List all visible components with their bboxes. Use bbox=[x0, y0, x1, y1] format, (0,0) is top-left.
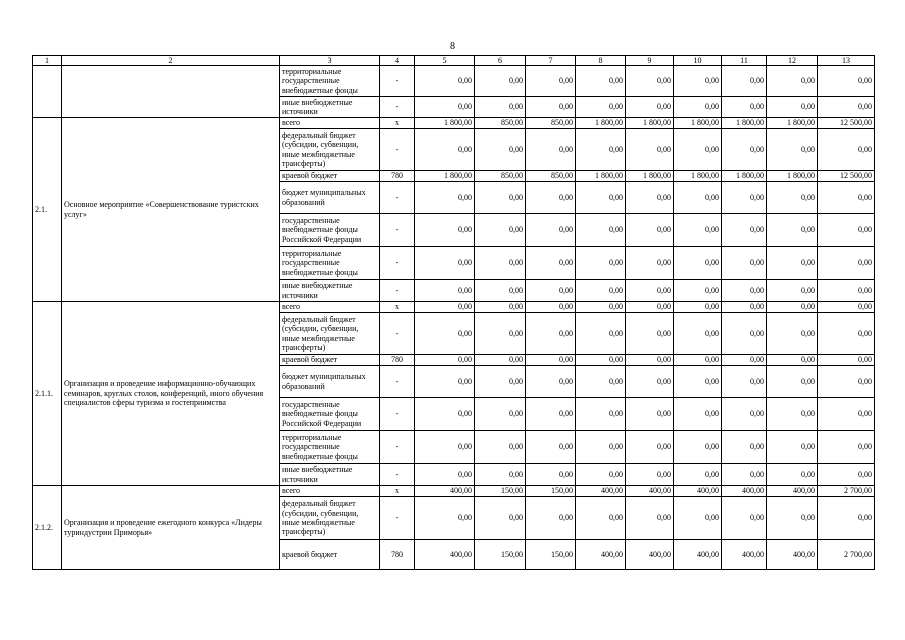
value-cell: 0,00 bbox=[818, 355, 875, 366]
value-cell: 1 800,00 bbox=[576, 118, 626, 129]
value-cell: 0,00 bbox=[767, 182, 818, 214]
funding-source: иные внебюджетные источники bbox=[280, 97, 380, 118]
value-cell: 400,00 bbox=[674, 486, 722, 497]
funding-source: федеральный бюджет (субсидии, субвенции, иные межбюджетные трансферты) bbox=[280, 497, 380, 540]
value-cell: 0,00 bbox=[576, 129, 626, 171]
table-row bbox=[33, 118, 875, 129]
value-cell: 400,00 bbox=[626, 486, 674, 497]
page-number: 8 bbox=[450, 41, 455, 52]
value-cell: 0,00 bbox=[767, 431, 818, 464]
value-cell: 0,00 bbox=[576, 66, 626, 97]
value-cell: 0,00 bbox=[818, 182, 875, 214]
value-cell: 0,00 bbox=[767, 129, 818, 171]
value-cell: 0,00 bbox=[526, 497, 576, 540]
value-cell: 0,00 bbox=[818, 66, 875, 97]
value-cell: 850,00 bbox=[475, 118, 526, 129]
value-cell: 1 800,00 bbox=[767, 171, 818, 182]
item-code: 2.1. bbox=[33, 118, 62, 302]
value-cell: 850,00 bbox=[526, 171, 576, 182]
funding-source: всего bbox=[280, 486, 380, 497]
header-cell: 3 bbox=[280, 56, 380, 66]
header-cell: 6 bbox=[475, 56, 526, 66]
value-cell: 0,00 bbox=[674, 464, 722, 486]
value-cell: 0,00 bbox=[576, 366, 626, 398]
value-cell: 0,00 bbox=[767, 97, 818, 118]
value-cell: 0,00 bbox=[722, 129, 767, 171]
value-cell: 0,00 bbox=[576, 355, 626, 366]
grbs-code: - bbox=[380, 431, 415, 464]
value-cell: 150,00 bbox=[526, 540, 576, 570]
value-cell: 0,00 bbox=[526, 355, 576, 366]
value-cell: 0,00 bbox=[722, 497, 767, 540]
value-cell: 0,00 bbox=[767, 280, 818, 302]
value-cell: 0,00 bbox=[415, 280, 475, 302]
table-row bbox=[33, 302, 875, 313]
value-cell: 0,00 bbox=[475, 464, 526, 486]
value-cell: 1 800,00 bbox=[674, 118, 722, 129]
funding-source: территориальные государственные внебюджетные фонды bbox=[280, 247, 380, 280]
value-cell: 0,00 bbox=[674, 302, 722, 313]
value-cell: 0,00 bbox=[626, 302, 674, 313]
item-code bbox=[33, 66, 62, 118]
value-cell: 0,00 bbox=[526, 247, 576, 280]
value-cell: 0,00 bbox=[674, 97, 722, 118]
value-cell: 0,00 bbox=[818, 247, 875, 280]
value-cell: 0,00 bbox=[818, 280, 875, 302]
value-cell: 0,00 bbox=[475, 214, 526, 247]
value-cell: 0,00 bbox=[475, 97, 526, 118]
value-cell: 0,00 bbox=[626, 398, 674, 431]
value-cell: 0,00 bbox=[818, 313, 875, 355]
value-cell: 400,00 bbox=[674, 540, 722, 570]
value-cell: 0,00 bbox=[475, 247, 526, 280]
value-cell: 0,00 bbox=[626, 366, 674, 398]
value-cell: 0,00 bbox=[818, 366, 875, 398]
value-cell: 0,00 bbox=[674, 398, 722, 431]
value-cell: 0,00 bbox=[674, 431, 722, 464]
header-cell: 12 bbox=[767, 56, 818, 66]
value-cell: 1 800,00 bbox=[626, 118, 674, 129]
header-cell: 4 bbox=[380, 56, 415, 66]
value-cell: 0,00 bbox=[415, 398, 475, 431]
header-cell: 11 bbox=[722, 56, 767, 66]
value-cell: 0,00 bbox=[722, 247, 767, 280]
value-cell: 0,00 bbox=[415, 497, 475, 540]
value-cell: 0,00 bbox=[674, 66, 722, 97]
grbs-code: 780 bbox=[380, 355, 415, 366]
value-cell: 0,00 bbox=[722, 398, 767, 431]
value-cell: 2 700,00 bbox=[818, 486, 875, 497]
value-cell: 0,00 bbox=[415, 302, 475, 313]
value-cell: 0,00 bbox=[626, 66, 674, 97]
value-cell: 12 500,00 bbox=[818, 171, 875, 182]
value-cell: 0,00 bbox=[626, 97, 674, 118]
value-cell: 0,00 bbox=[722, 355, 767, 366]
value-cell: 400,00 bbox=[415, 540, 475, 570]
grbs-code: - bbox=[380, 182, 415, 214]
value-cell: 400,00 bbox=[722, 540, 767, 570]
value-cell: 400,00 bbox=[576, 486, 626, 497]
header-cell: 10 bbox=[674, 56, 722, 66]
value-cell: 0,00 bbox=[576, 247, 626, 280]
value-cell: 0,00 bbox=[576, 280, 626, 302]
value-cell: 0,00 bbox=[767, 66, 818, 97]
value-cell: 0,00 bbox=[415, 355, 475, 366]
value-cell: 0,00 bbox=[818, 431, 875, 464]
grbs-code: - bbox=[380, 464, 415, 486]
value-cell: 400,00 bbox=[626, 540, 674, 570]
value-cell: 0,00 bbox=[475, 366, 526, 398]
value-cell: 0,00 bbox=[674, 313, 722, 355]
item-code: 2.1.2. bbox=[33, 486, 62, 570]
value-cell: 0,00 bbox=[767, 355, 818, 366]
value-cell: 0,00 bbox=[818, 214, 875, 247]
header-cell: 9 bbox=[626, 56, 674, 66]
value-cell: 0,00 bbox=[818, 464, 875, 486]
value-cell: 0,00 bbox=[576, 464, 626, 486]
funding-source: всего bbox=[280, 302, 380, 313]
value-cell: 0,00 bbox=[526, 182, 576, 214]
value-cell: 0,00 bbox=[526, 66, 576, 97]
value-cell: 0,00 bbox=[626, 247, 674, 280]
value-cell: 0,00 bbox=[674, 214, 722, 247]
funding-source: краевой бюджет bbox=[280, 355, 380, 366]
value-cell: 0,00 bbox=[576, 398, 626, 431]
value-cell: 0,00 bbox=[722, 464, 767, 486]
value-cell: 400,00 bbox=[415, 486, 475, 497]
value-cell: 0,00 bbox=[415, 431, 475, 464]
value-cell: 1 800,00 bbox=[722, 171, 767, 182]
value-cell: 0,00 bbox=[526, 464, 576, 486]
value-cell: 12 500,00 bbox=[818, 118, 875, 129]
grbs-code: x bbox=[380, 118, 415, 129]
value-cell: 0,00 bbox=[475, 182, 526, 214]
value-cell: 0,00 bbox=[626, 214, 674, 247]
value-cell: 0,00 bbox=[767, 398, 818, 431]
value-cell: 0,00 bbox=[526, 97, 576, 118]
value-cell: 0,00 bbox=[475, 398, 526, 431]
value-cell: 400,00 bbox=[576, 540, 626, 570]
value-cell: 0,00 bbox=[767, 464, 818, 486]
grbs-code: - bbox=[380, 66, 415, 97]
value-cell: 0,00 bbox=[415, 214, 475, 247]
value-cell: 0,00 bbox=[475, 431, 526, 464]
value-cell: 0,00 bbox=[576, 497, 626, 540]
value-cell: 1 800,00 bbox=[415, 171, 475, 182]
funding-source: краевой бюджет bbox=[280, 540, 380, 570]
funding-source: иные внебюджетные источники bbox=[280, 280, 380, 302]
funding-source: иные внебюджетные источники bbox=[280, 464, 380, 486]
grbs-code: x bbox=[380, 486, 415, 497]
value-cell: 0,00 bbox=[818, 497, 875, 540]
value-cell: 850,00 bbox=[475, 171, 526, 182]
value-cell: 150,00 bbox=[475, 486, 526, 497]
value-cell: 0,00 bbox=[526, 431, 576, 464]
funding-source: бюджет муниципальных образований bbox=[280, 182, 380, 214]
funding-source: государственные внебюджетные фонды Российской Федерации bbox=[280, 214, 380, 247]
value-cell: 150,00 bbox=[475, 540, 526, 570]
header-cell: 5 bbox=[415, 56, 475, 66]
funding-source: государственные внебюджетные фонды Российской Федерации bbox=[280, 398, 380, 431]
value-cell: 2 700,00 bbox=[818, 540, 875, 570]
grbs-code: 780 bbox=[380, 171, 415, 182]
value-cell: 0,00 bbox=[674, 280, 722, 302]
value-cell: 0,00 bbox=[818, 398, 875, 431]
value-cell: 0,00 bbox=[526, 280, 576, 302]
table-body bbox=[33, 56, 875, 570]
funding-source: федеральный бюджет (субсидии, субвенции, иные межбюджетные трансферты) bbox=[280, 313, 380, 355]
value-cell: 0,00 bbox=[722, 366, 767, 398]
value-cell: 0,00 bbox=[818, 302, 875, 313]
value-cell: 0,00 bbox=[674, 366, 722, 398]
value-cell: 1 800,00 bbox=[722, 118, 767, 129]
value-cell: 0,00 bbox=[526, 366, 576, 398]
value-cell: 0,00 bbox=[576, 431, 626, 464]
value-cell: 0,00 bbox=[722, 302, 767, 313]
value-cell: 0,00 bbox=[722, 214, 767, 247]
value-cell: 0,00 bbox=[674, 355, 722, 366]
value-cell: 0,00 bbox=[526, 129, 576, 171]
value-cell: 150,00 bbox=[526, 486, 576, 497]
grbs-code: - bbox=[380, 313, 415, 355]
value-cell: 0,00 bbox=[576, 182, 626, 214]
value-cell: 0,00 bbox=[415, 97, 475, 118]
value-cell: 400,00 bbox=[767, 540, 818, 570]
value-cell: 0,00 bbox=[475, 66, 526, 97]
value-cell: 0,00 bbox=[415, 182, 475, 214]
grbs-code: - bbox=[380, 97, 415, 118]
value-cell: 0,00 bbox=[415, 129, 475, 171]
value-cell: 0,00 bbox=[576, 97, 626, 118]
value-cell: 0,00 bbox=[475, 497, 526, 540]
value-cell: 0,00 bbox=[674, 497, 722, 540]
value-cell: 0,00 bbox=[767, 313, 818, 355]
value-cell: 0,00 bbox=[818, 97, 875, 118]
value-cell: 0,00 bbox=[415, 247, 475, 280]
value-cell: 0,00 bbox=[626, 129, 674, 171]
grbs-code: - bbox=[380, 497, 415, 540]
item-name: Основное мероприятие «Совершенствование туристских услуг» bbox=[62, 118, 280, 302]
value-cell: 0,00 bbox=[626, 497, 674, 540]
value-cell: 0,00 bbox=[722, 313, 767, 355]
grbs-code: - bbox=[380, 247, 415, 280]
value-cell: 0,00 bbox=[475, 302, 526, 313]
value-cell: 0,00 bbox=[475, 280, 526, 302]
value-cell: 0,00 bbox=[626, 464, 674, 486]
value-cell: 1 800,00 bbox=[767, 118, 818, 129]
value-cell: 0,00 bbox=[767, 214, 818, 247]
grbs-code: 780 bbox=[380, 540, 415, 570]
value-cell: 0,00 bbox=[475, 355, 526, 366]
value-cell: 0,00 bbox=[526, 313, 576, 355]
grbs-code: - bbox=[380, 366, 415, 398]
header-row bbox=[33, 56, 875, 66]
value-cell: 0,00 bbox=[576, 313, 626, 355]
item-name bbox=[62, 66, 280, 118]
funding-source: территориальные государственные внебюджетные фонды bbox=[280, 431, 380, 464]
value-cell: 0,00 bbox=[626, 280, 674, 302]
value-cell: 850,00 bbox=[526, 118, 576, 129]
value-cell: 1 800,00 bbox=[674, 171, 722, 182]
item-name: Организация и проведение информационно-обучающих семинаров, круглых столов, конференций, иного обучения специалистов сферы туризма и гостеприимства bbox=[62, 302, 280, 486]
budget-table bbox=[32, 55, 875, 570]
value-cell: 0,00 bbox=[722, 431, 767, 464]
grbs-code: - bbox=[380, 398, 415, 431]
item-code: 2.1.1. bbox=[33, 302, 62, 486]
funding-source: краевой бюджет bbox=[280, 171, 380, 182]
value-cell: 0,00 bbox=[767, 247, 818, 280]
grbs-code: - bbox=[380, 280, 415, 302]
value-cell: 1 800,00 bbox=[576, 171, 626, 182]
value-cell: 0,00 bbox=[767, 497, 818, 540]
table-row bbox=[33, 486, 875, 497]
header-cell: 1 bbox=[33, 56, 62, 66]
value-cell: 0,00 bbox=[767, 302, 818, 313]
value-cell: 0,00 bbox=[415, 366, 475, 398]
value-cell: 0,00 bbox=[475, 129, 526, 171]
value-cell: 0,00 bbox=[767, 366, 818, 398]
value-cell: 0,00 bbox=[722, 182, 767, 214]
header-cell: 13 bbox=[818, 56, 875, 66]
value-cell: 1 800,00 bbox=[415, 118, 475, 129]
funding-source: бюджет муниципальных образований bbox=[280, 366, 380, 398]
funding-source: территориальные государственные внебюджетные фонды bbox=[280, 66, 380, 97]
grbs-code: - bbox=[380, 214, 415, 247]
value-cell: 0,00 bbox=[526, 214, 576, 247]
value-cell: 0,00 bbox=[674, 129, 722, 171]
value-cell: 0,00 bbox=[818, 129, 875, 171]
value-cell: 400,00 bbox=[722, 486, 767, 497]
value-cell: 400,00 bbox=[767, 486, 818, 497]
header-cell: 2 bbox=[62, 56, 280, 66]
grbs-code: x bbox=[380, 302, 415, 313]
value-cell: 0,00 bbox=[674, 247, 722, 280]
value-cell: 0,00 bbox=[722, 97, 767, 118]
value-cell: 1 800,00 bbox=[626, 171, 674, 182]
funding-source: федеральный бюджет (субсидии, субвенции, иные межбюджетные трансферты) bbox=[280, 129, 380, 171]
value-cell: 0,00 bbox=[415, 66, 475, 97]
value-cell: 0,00 bbox=[475, 313, 526, 355]
header-cell: 7 bbox=[526, 56, 576, 66]
grbs-code: - bbox=[380, 129, 415, 171]
value-cell: 0,00 bbox=[626, 182, 674, 214]
funding-source: всего bbox=[280, 118, 380, 129]
header-cell: 8 bbox=[576, 56, 626, 66]
value-cell: 0,00 bbox=[526, 398, 576, 431]
item-name: Организация и проведение ежегодного конкурса «Лидеры туриндустрии Приморья» bbox=[62, 486, 280, 570]
value-cell: 0,00 bbox=[674, 182, 722, 214]
value-cell: 0,00 bbox=[576, 302, 626, 313]
value-cell: 0,00 bbox=[526, 302, 576, 313]
value-cell: 0,00 bbox=[415, 313, 475, 355]
value-cell: 0,00 bbox=[576, 214, 626, 247]
value-cell: 0,00 bbox=[626, 313, 674, 355]
value-cell: 0,00 bbox=[626, 355, 674, 366]
table-row bbox=[33, 66, 875, 97]
value-cell: 0,00 bbox=[722, 280, 767, 302]
value-cell: 0,00 bbox=[722, 66, 767, 97]
value-cell: 0,00 bbox=[415, 464, 475, 486]
value-cell: 0,00 bbox=[626, 431, 674, 464]
